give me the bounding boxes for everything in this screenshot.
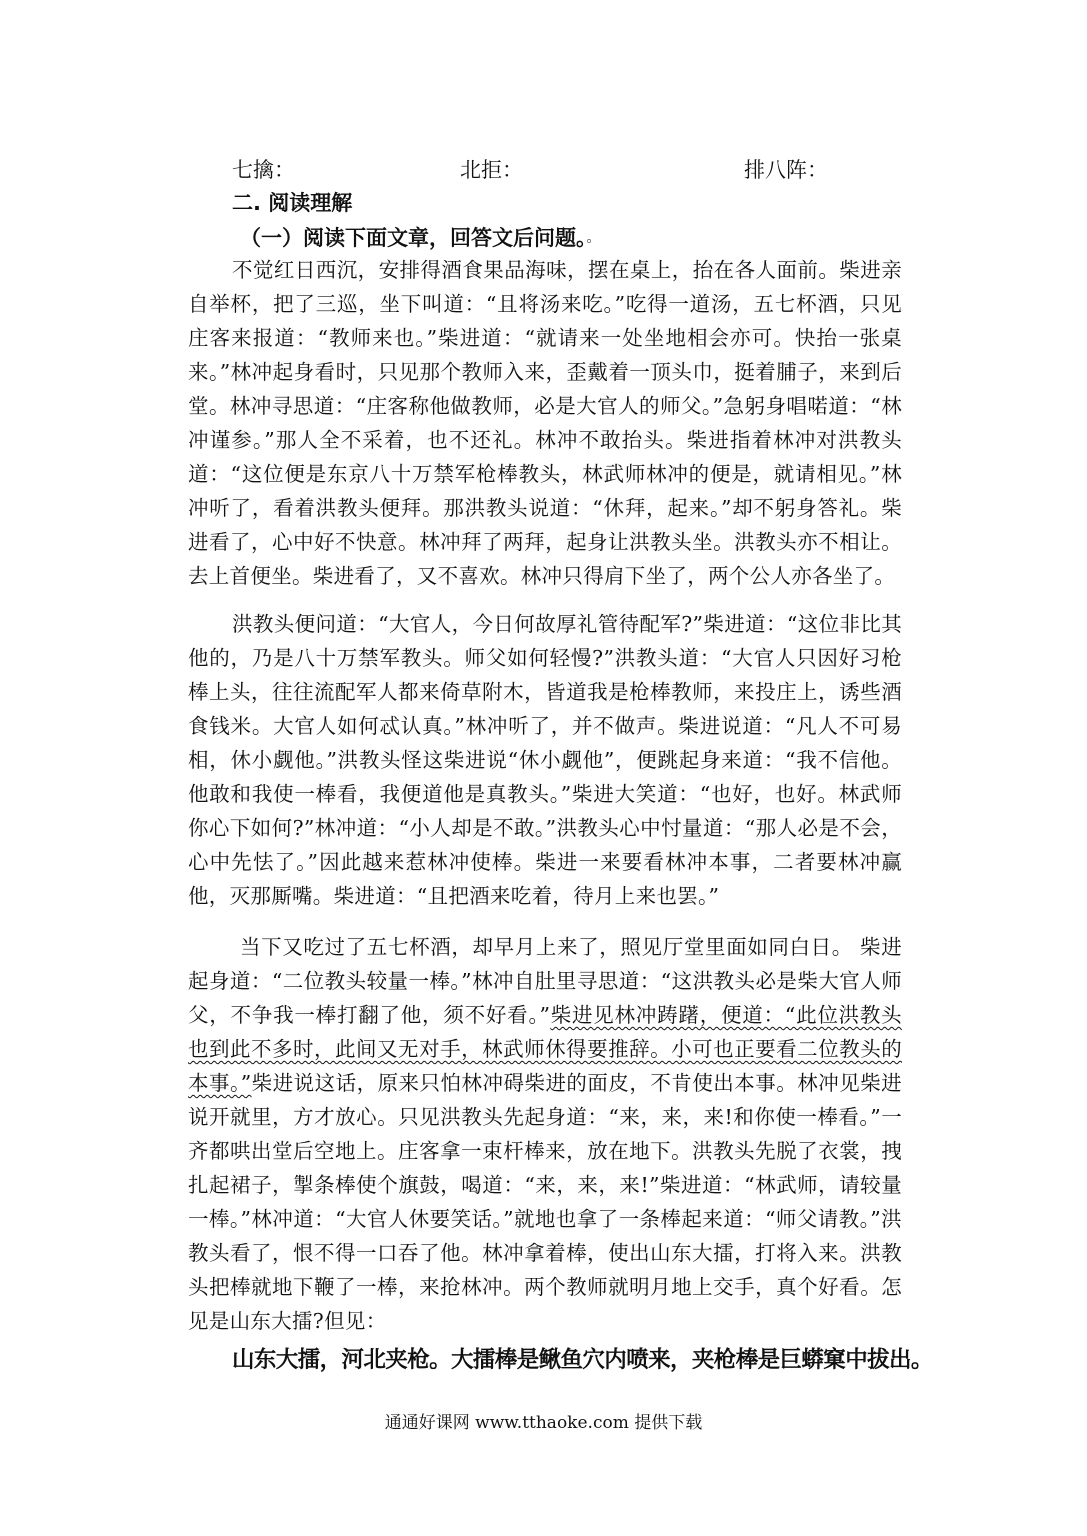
fill-in-row xyxy=(232,153,902,187)
underlined-passage: 柴进见林冲踌躇，便道：“此位洪教头也到此不多时，此间又无对手，林武师休得要推辞。小可也正要看二位教头的本事。” xyxy=(188,1003,902,1095)
subsection-heading-mark: 。 xyxy=(586,230,601,246)
paragraph-2: 洪教头便问道：“大官人，今日何故厚礼管待配军?”柴进道：“这位非比其他的，乃是八十万禁军教头。师父如何轻慢?”洪教头道：“大官人只因好习枪棒上头，往往流配军人都来倚草附木，皆道我是枪棒教师，来投庄上，诱些酒食钱米。大官人如何忒认真。”林冲听了，并不做声。柴进说道：“凡人不可易相，休小觑他。”洪教头怪这柴进说“休小觑他”，便跳起身来道：“我不信他。他敢和我使一棒看，我便道他是真教头。”柴进大笑道：“也好，也好。林武师你心下如何?”林冲道：“小人却是不敢。”洪教头心中忖量道：“那人必是不会，心中先怯了。”因此越来惹林冲使棒。柴进一来要看林冲本事，二者要林冲赢他，灭那厮嘴。柴进道：“且把酒来吃着，待月上来也罢。” xyxy=(188,612,902,908)
paragraph-1: 不觉红日西沉，安排得酒食果品海味，摆在桌上，抬在各人面前。柴进亲自举杯，把了三巡，坐下叫道：“且将汤来吃。”吃得一道汤，五七杯酒，只见庄客来报道：“教师来也。”柴进道：“就请来一处坐地相会亦可。快抬一张桌来。”林冲起身看时，只见那个教师入来，歪戴着一顶头巾，挺着脯子，来到后堂。林冲寻思道：“庄客称他做教师，必是大官人的师父。”急躬身唱喏道：“林冲谨参。”那人全不采着，也不还礼。林冲不敢抬头。柴进指着林冲对洪教头道：“这位便是东京八十万禁军枪棒教头，林武师林冲的便是，就请相见。”林冲听了，看着洪教头便拜。那洪教头说道：“休拜，起来。”却不躬身答礼。柴进看了，心中好不快意。林冲拜了两拜，起身让洪教头坐。洪教头亦不相让。去上首便坐。柴进看了，又不喜欢。林冲只得肩下坐了，两个公人亦各坐了。 xyxy=(188,258,902,588)
paragraph-3-part-1: 当下又吃过了五七杯酒，却早月上来了，照见厅堂里面如同白日。 柴进起身道：“二位教头较量一棒。”林冲自肚里寻思道：“这洪教头必是柴大官人师父，不争我一棒打翻了他，须不好看。” xyxy=(188,935,902,1027)
verse-line: 山东大擂，河北夹枪。大擂棒是鳅鱼穴内喷来，夹枪棒是巨蟒窠中拔出。 xyxy=(232,1347,933,1373)
fill-item-paibazhen: 排八阵： xyxy=(744,158,828,182)
section-heading: 二. 阅读理解 xyxy=(232,191,353,215)
paragraph-3-part-2: 柴进说这话，原来只怕林冲碍柴进的面皮，不肯使出本事。林冲见柴进说开就里，方才放心。只见洪教头先起身道：“来，来，来!和你使一棒看。”一齐都哄出堂后空地上。庄客拿一束杆棒来，放在地下。洪教头先脱了衣裳，拽扎起裙子，掣条棒使个旗鼓，喝道：“来，来，来!”柴进道：“林武师，请较量一棒。”林冲道：“大官人休要笑话。”就地也拿了一条棒起来道：“师父请教。”洪教头看了，恨不得一口吞了他。林冲拿着棒，使出山东大擂，打将入来。洪教头把棒就地下鞭了一棒，来抢林冲。两个教师就明月地上交手，真个好看。怎见是山东大擂?但见： xyxy=(188,1071,902,1333)
paragraph-3 xyxy=(188,930,902,1338)
page-footer: 通通好课网 www.tthaoke.com 提供下载 xyxy=(384,1413,703,1433)
fill-item-beiju: 北拒： xyxy=(460,158,523,182)
fill-item-qiqin: 七擒： xyxy=(232,158,295,182)
subsection-heading xyxy=(240,221,601,255)
subsection-heading-text: （一）阅读下面文章，回答文后问题。 xyxy=(240,226,587,250)
